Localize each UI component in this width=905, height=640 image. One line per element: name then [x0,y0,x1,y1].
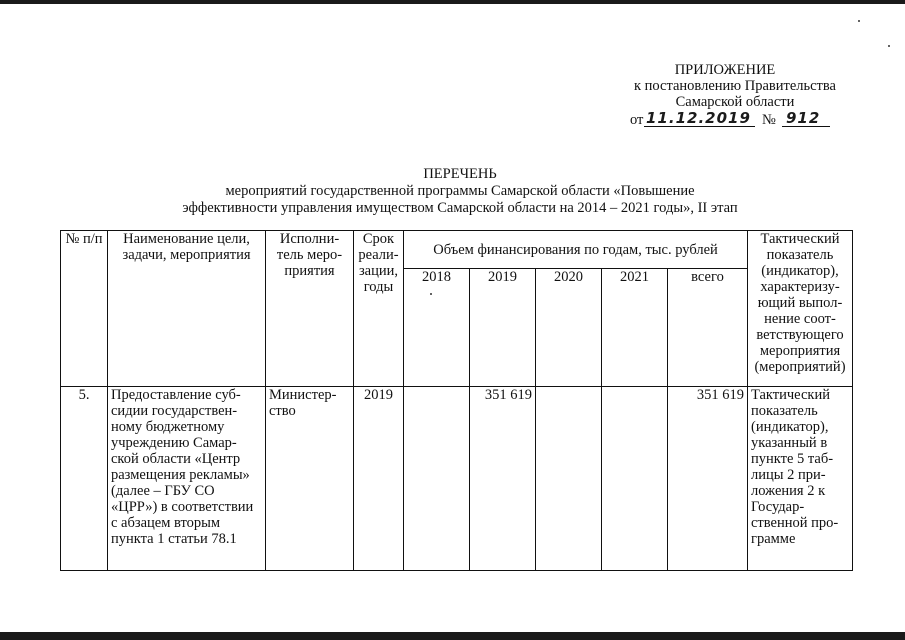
header-year-2021: 2021 [602,269,668,387]
measures-table [60,230,853,571]
cell-name: Предоставление суб-сидии государствен-ному бюджетному учреждению Самар-ской области «Центр размещения рекламы» (далее – ГБУ СО «ЦРР») в соответствии с абзацем вторым пункта 1 статьи 78.1 [108,387,266,571]
scan-speck [858,20,860,22]
header-year-2018: 2018 [404,269,470,387]
scan-edge-bottom [0,632,905,640]
header-year-2019: 2019 [470,269,536,387]
cell-number: 5. [61,387,108,571]
cell-2020 [536,387,602,571]
header-year-2020: 2020 [536,269,602,387]
appendix-date-number-line [600,110,850,130]
header-name: Наименование цели, задачи, мероприятия [108,231,266,387]
appendix-line-1: к постановлению Правительства [634,78,836,94]
table-row [61,387,853,571]
header-executor: Исполни-тель меро-приятия [266,231,354,387]
cell-2021 [602,387,668,571]
cell-executor: Министер-ство [266,387,354,571]
header-number: № п/п [61,231,108,387]
cell-2019: 351 619 [470,387,536,571]
header-financing: Объем финансирования по годам, тыс. рублей [404,231,748,269]
number-label: № [762,112,776,128]
title-line-1: мероприятий государственной программы Самарской области «Повышение [225,183,695,199]
appendix-line-2: Самарской области [675,94,795,110]
title-heading: ПЕРЕЧЕНЬ [423,166,497,182]
title-line-2: эффективности управления имуществом Самарской области на 2014 – 2021 годы», II этап [182,200,738,216]
header-term: Срок реали-зации, годы [354,231,404,387]
cell-total: 351 619 [668,387,748,571]
cell-term: 2019 [354,387,404,571]
header-indicator: Тактический показатель (индикатор), характеризу-ющий выпол-нение соот-ветствующего мероприятия (мероприятий) [748,231,853,387]
cell-indicator: Тактический показатель (индикатор), указанный в пункте 5 таб-лицы 2 при-ложения 2 к Государ-ственной про-грамме [748,387,853,571]
appendix-block [600,62,850,130]
scan-edge-top [0,0,905,4]
handwritten-date: 11.12.2019 [644,110,755,127]
header-total: всего [668,269,748,387]
appendix-heading: ПРИЛОЖЕНИЕ [674,62,776,78]
cell-2018 [404,387,470,571]
scan-speck [888,45,890,47]
from-label: от [630,112,644,128]
handwritten-number: 912 [782,110,830,127]
document-title [160,166,760,217]
